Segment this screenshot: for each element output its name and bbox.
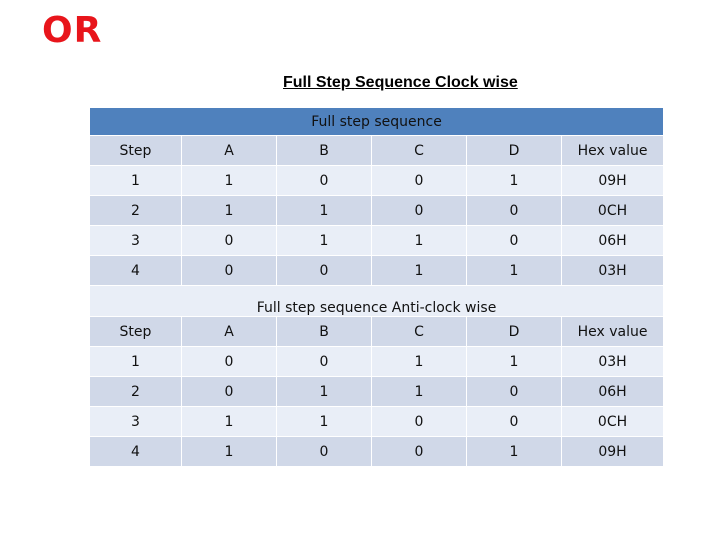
table-row: [90, 166, 664, 196]
table-cell: 1: [467, 166, 562, 196]
table-cell: 4: [90, 437, 182, 467]
table-cell: 3: [90, 407, 182, 437]
header-cell: Step: [90, 317, 182, 347]
table-cell: 0: [182, 226, 277, 256]
header-cell: Hex value: [562, 136, 664, 166]
table-row: [90, 377, 664, 407]
table-cell: 1: [182, 196, 277, 226]
table-cell: 0: [277, 256, 372, 286]
table-cell: 0: [372, 437, 467, 467]
table-row: [90, 407, 664, 437]
header-cell: Hex value: [562, 317, 664, 347]
table-cell: 03H: [562, 256, 664, 286]
table-row: [90, 226, 664, 256]
table-cell: 03H: [562, 347, 664, 377]
header-row-anticlockwise: [90, 317, 664, 347]
table-cell: 1: [90, 347, 182, 377]
table-cell: 1: [467, 256, 562, 286]
table-cell: 09H: [562, 437, 664, 467]
table-cell: 0CH: [562, 407, 664, 437]
table-cell: 1: [277, 377, 372, 407]
table-cell: 0: [277, 166, 372, 196]
table-cell: 2: [90, 377, 182, 407]
table-cell: 1: [90, 166, 182, 196]
or-label: OR: [42, 10, 103, 51]
table-cell: 1: [372, 377, 467, 407]
table-cell: 0: [467, 226, 562, 256]
table-cell: 0: [467, 377, 562, 407]
table-cell: 06H: [562, 377, 664, 407]
table-cell: 1: [182, 407, 277, 437]
header-cell: A: [182, 317, 277, 347]
table-cell: 1: [467, 437, 562, 467]
header-cell: B: [277, 317, 372, 347]
table-cell: 0: [467, 407, 562, 437]
table-cell: 0: [372, 166, 467, 196]
header-cell: C: [372, 136, 467, 166]
table-cell: 1: [372, 256, 467, 286]
table-cell: 1: [277, 196, 372, 226]
table-cell: 1: [277, 407, 372, 437]
table-cell: 1: [277, 226, 372, 256]
header-cell: C: [372, 317, 467, 347]
table-cell: 1: [182, 437, 277, 467]
table-cell: 3: [90, 226, 182, 256]
full-step-table: [89, 107, 664, 467]
table-cell: 1: [372, 347, 467, 377]
table-cell: 0: [372, 196, 467, 226]
table-cell: 1: [372, 226, 467, 256]
anticlockwise-title: Full step sequence Anti-clock wise: [90, 286, 664, 317]
header-cell: D: [467, 136, 562, 166]
header-cell: Step: [90, 136, 182, 166]
header-row-clockwise: [90, 136, 664, 166]
table-cell: 1: [182, 166, 277, 196]
table-row: [90, 347, 664, 377]
table-cell: 09H: [562, 166, 664, 196]
table-title-row: [90, 108, 664, 136]
table-row: [90, 256, 664, 286]
anticlockwise-title-row: [90, 286, 664, 317]
table-row: [90, 437, 664, 467]
table-cell: 0: [182, 347, 277, 377]
header-cell: D: [467, 317, 562, 347]
header-cell: A: [182, 136, 277, 166]
table-cell: 06H: [562, 226, 664, 256]
table-cell: 1: [467, 347, 562, 377]
table-cell: 0: [277, 437, 372, 467]
table-title: Full step sequence: [90, 108, 664, 136]
table-cell: 0: [182, 256, 277, 286]
table-cell: 2: [90, 196, 182, 226]
header-cell: B: [277, 136, 372, 166]
table-cell: 0: [277, 347, 372, 377]
table-cell: 0: [182, 377, 277, 407]
table-cell: 4: [90, 256, 182, 286]
table-cell: 0CH: [562, 196, 664, 226]
sequence-heading: Full Step Sequence Clock wise: [283, 74, 518, 91]
table-cell: 0: [467, 196, 562, 226]
table-cell: 0: [372, 407, 467, 437]
table-row: [90, 196, 664, 226]
